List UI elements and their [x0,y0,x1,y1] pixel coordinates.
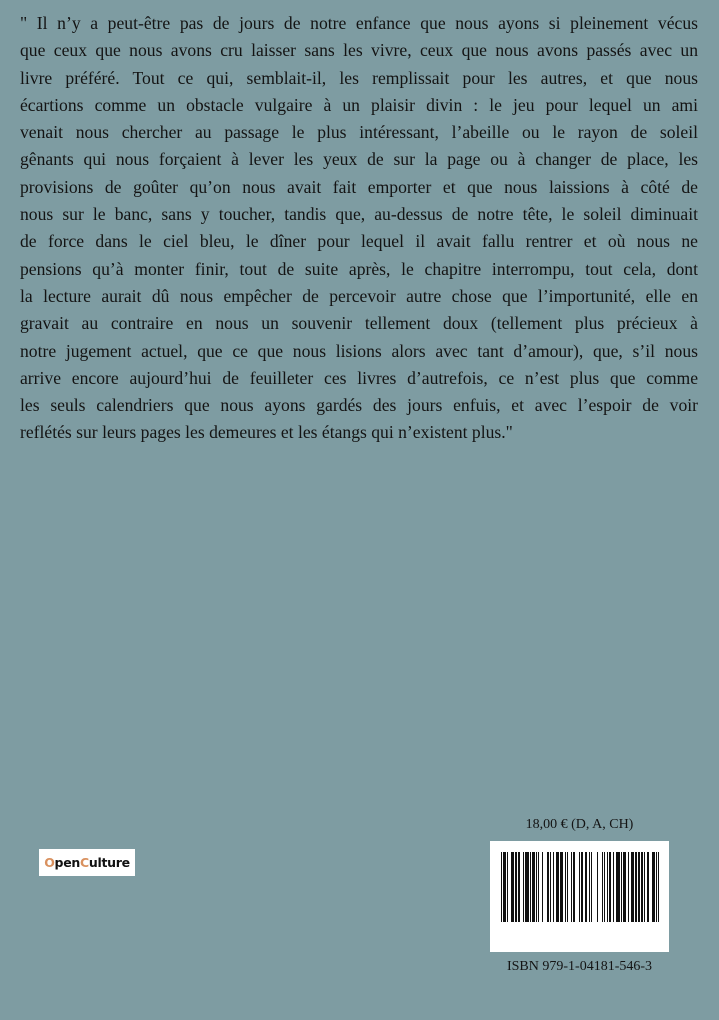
barcode-bar [556,852,558,922]
quote-line: reflétés sur leurs pages les demeures et les étangs qui n’existent plus." [20,422,513,443]
quote-line: pensions qu’à monter finir, tout de suite après, le chapitre interrompu, tout cela, dont [20,258,698,279]
barcode-bar [591,852,592,922]
barcode-bar [573,852,575,922]
barcode-bar [589,852,590,922]
barcode-bar [597,852,598,922]
barcode-bar [581,852,582,922]
quote-line: les seuls calendriers que nous ayons gardés des jours enfuis, et avec l’espoir de voir [20,395,698,416]
logo-o: O [44,855,55,870]
price-label: 18,00 € (D, A, CH) [525,817,634,832]
barcode-bar [530,852,531,922]
barcode-bar [525,852,529,922]
quote-line: arrive encore aujourd’hui de feuilleter ces livres d’autrefois, ce n’est plus que comme [20,367,698,388]
back-cover-quote [20,10,698,447]
quote-line: de force dans le ciel bleu, le dîner pour lequel il avait fallu rentrer et où nous ne [20,231,698,252]
barcode-bar [579,852,580,922]
barcode-bar [613,852,614,922]
barcode-bar [621,852,622,922]
barcode-bar [602,852,603,922]
barcode-bar [585,852,587,922]
barcode-bar [607,852,608,922]
barcode-bar [550,852,551,922]
barcode-bar [628,852,629,922]
barcode-bar [656,852,657,922]
quote-line: livre préféré. Tout ce qui, semblait-il, les remplissait pour les autres, et que nous [20,67,698,88]
quote-line: nous sur le banc, sans y toucher, tandis que, au-dessus de notre tête, le soleil diminuait [20,204,698,225]
barcode-bar [616,852,620,922]
barcode-bar [523,852,524,922]
barcode-bar [507,852,508,922]
barcode-bar [532,852,534,922]
quote-line: provisions de goûter qu’on nous avait fait emporter et que nous laissions à côté de [20,176,698,197]
quote-line: la lecture aurait dû nous empêcher de percevoir autre chose que l’importunité, elle en [20,285,698,306]
barcode-bar [503,852,505,922]
barcode-bars [501,852,659,922]
barcode-bar [511,852,515,922]
barcode-bar [641,852,642,922]
quote-line: écartions comme un obstacle vulgaire à un plaisir divin : le jeu pour lequel un ami [20,94,698,115]
quote-line: venait nous chercher au passage le plus intéressant, l’abeille ou le rayon de soleil [20,122,698,143]
barcode-bar [515,852,516,922]
barcode-bar [658,852,659,922]
barcode-bar [652,852,654,922]
barcode-bar [623,852,625,922]
barcode-bar [638,852,640,922]
quote-line: que ceux que nous avons cru laisser sans les vivre, ceux que nous avons passés avec un [20,40,698,61]
barcode-bar [560,852,564,922]
barcode-bar [501,852,502,922]
barcode-bar [553,852,554,922]
isbn-label: ISBN 979-1-04181-546-3 [506,959,653,974]
barcode-bar [631,852,635,922]
barcode-bar [542,852,543,922]
logo-c: C [79,855,89,870]
barcode [490,841,669,952]
barcode-bar [538,852,539,922]
logo-ulture: ulture [88,855,130,870]
barcode-bar [567,852,568,922]
barcode-bar [604,852,605,922]
barcode-bar [571,852,572,922]
quote-line: gravait au contraire en nous un souvenir tellement doux (tellement plus précieux à [20,313,698,334]
barcode-bar [536,852,537,922]
barcode-bar [565,852,566,922]
barcode-bar [644,852,645,922]
quote-line: notre jugement actuel, que ce que nous lisions alors avec tant d’amour), que, s’il nous [20,340,698,361]
barcode-bar [609,852,611,922]
publisher-logo [39,849,135,876]
barcode-bar [647,852,648,922]
logo-pen: pen [54,855,80,870]
quote-line: gênants qui nous forçaient à lever les yeux de sur la page ou à changer de place, les [20,149,698,170]
quote-line: " Il n’y a peut-être pas de jours de notre enfance que nous ayons si pleinement vécus [20,13,698,33]
barcode-bar [635,852,636,922]
barcode-bar [518,852,520,922]
barcode-bar [547,852,549,922]
